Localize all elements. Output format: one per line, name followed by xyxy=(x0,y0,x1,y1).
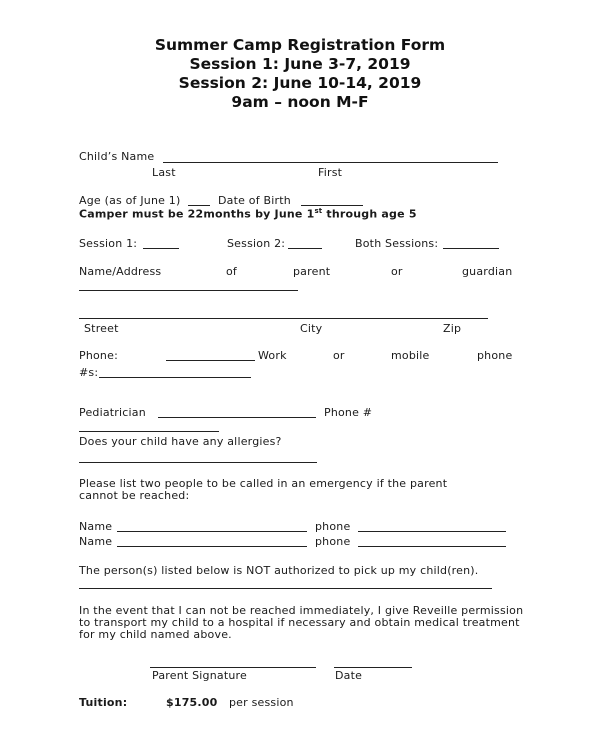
date-line[interactable] xyxy=(334,667,412,668)
tuition-amount: $175.00 xyxy=(166,696,218,709)
emergency-phone-2-line[interactable] xyxy=(358,546,506,547)
dob-line[interactable] xyxy=(301,205,363,206)
emergency-name-1-label: Name xyxy=(79,520,113,533)
age-label: Age (as of June 1) xyxy=(79,194,181,207)
emergency-name-2-label: Name xyxy=(79,535,113,548)
child-name-line[interactable] xyxy=(163,162,498,163)
phone-word-label: phone xyxy=(477,349,513,362)
allergies-question: Does your child have any allergies? xyxy=(79,435,282,448)
age-requirement-notice xyxy=(79,207,417,221)
session-2-label: Session 2: xyxy=(227,237,286,250)
phone-label: Phone: xyxy=(79,349,118,362)
session-2-dates: Session 2: June 10-14, 2019 xyxy=(178,74,422,92)
age-line[interactable] xyxy=(188,205,210,206)
pickup-notice: The person(s) listed below is NOT authorized to pick up my child(ren). xyxy=(79,564,479,577)
pickup-line[interactable] xyxy=(79,588,492,589)
allergies-answer-line[interactable] xyxy=(79,462,317,463)
form-title: Summer Camp Registration Form xyxy=(154,36,446,54)
age-notice-superscript: st xyxy=(314,207,323,215)
session-1-dates: Session 1: June 3-7, 2019 xyxy=(189,55,411,73)
emergency-instructions: Please list two people to be called in an emergency if the parent cannot be reached: xyxy=(79,477,448,502)
session-1-line[interactable] xyxy=(143,248,179,249)
first-name-caption: First xyxy=(318,166,343,179)
dob-label: Date of Birth xyxy=(218,194,291,207)
pediatrician-line[interactable] xyxy=(158,417,316,418)
tuition-label: Tuition: xyxy=(79,696,128,709)
address-name-line[interactable] xyxy=(79,290,298,291)
age-notice-text-a: Camper must be 22months by June 1 xyxy=(79,207,315,221)
pediatrician-phone-label: Phone # xyxy=(324,406,373,419)
address-word-of: of xyxy=(226,265,238,278)
mobile-label: mobile xyxy=(391,349,430,362)
street-caption: Street xyxy=(84,322,119,335)
address-street-line[interactable] xyxy=(79,318,488,319)
address-word-parent: parent xyxy=(293,265,331,278)
session-2-line[interactable] xyxy=(288,248,322,249)
date-caption: Date xyxy=(335,669,363,682)
emergency-name-2-line[interactable] xyxy=(117,546,307,547)
last-name-caption: Last xyxy=(152,166,176,179)
work-label: Work xyxy=(258,349,287,362)
consent-text: In the event that I can not be reached immediately, I give Reveille permission to transport my child to a hospital if necessary and obtain medical treatment for my child named above. xyxy=(79,604,524,641)
address-word-name: Name/Address xyxy=(79,265,162,278)
allergies-top-line[interactable] xyxy=(79,431,219,432)
emergency-phone-1-label: phone xyxy=(315,520,351,533)
session-1-label: Session 1: xyxy=(79,237,138,250)
signature-caption: Parent Signature xyxy=(152,669,247,682)
zip-caption: Zip xyxy=(443,322,462,335)
emergency-name-1-line[interactable] xyxy=(117,531,307,532)
phone-numbers-line[interactable] xyxy=(99,377,251,378)
signature-line[interactable] xyxy=(150,667,316,668)
address-word-guardian: guardian xyxy=(462,265,513,278)
or-label: or xyxy=(333,349,345,362)
phone-line[interactable] xyxy=(166,360,255,361)
city-caption: City xyxy=(300,322,323,335)
child-name-label: Child’s Name xyxy=(79,150,155,163)
emergency-phone-1-line[interactable] xyxy=(358,531,506,532)
pediatrician-label: Pediatrician xyxy=(79,406,146,419)
both-sessions-line[interactable] xyxy=(443,248,499,249)
age-notice-text-b: through age 5 xyxy=(322,207,417,221)
emergency-phone-2-label: phone xyxy=(315,535,351,548)
phone-numbers-label: #s: xyxy=(79,366,99,379)
both-sessions-label: Both Sessions: xyxy=(355,237,439,250)
camp-hours: 9am – noon M-F xyxy=(231,93,369,111)
address-word-or: or xyxy=(391,265,403,278)
tuition-unit: per session xyxy=(229,696,294,709)
